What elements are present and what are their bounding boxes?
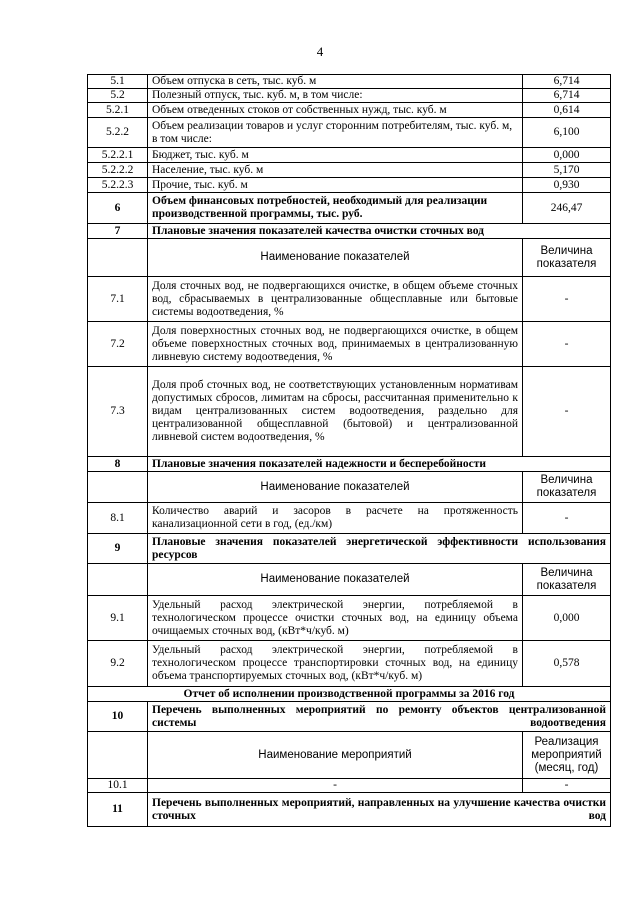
row-label: Полезный отпуск, тыс. куб. м, в том числе: xyxy=(148,89,523,103)
table-row xyxy=(88,779,611,793)
row-label: Доля проб сточных вод, не соответствующих установленным нормативам допустимых сбросов, лимитам на сбросы, рассчитанная применительно к видам централизованных систем водоотведения, раздельно для централизованной общесплавной (бытовой) и централизованной ливневой систем водоотведения, % xyxy=(148,367,523,457)
row-value: 6,714 xyxy=(523,75,611,89)
production-program-table xyxy=(87,74,611,827)
section-8-heading xyxy=(88,457,611,472)
section-11-heading xyxy=(88,793,611,827)
row-number: 5.2 xyxy=(88,89,148,103)
column-header-value: Величина показателя xyxy=(523,564,611,596)
row-value: - xyxy=(523,503,611,534)
row-value: 5,170 xyxy=(523,163,611,178)
row-number: 5.2.2.3 xyxy=(88,178,148,193)
row-number: 5.2.2.2 xyxy=(88,163,148,178)
empty-cell xyxy=(88,564,148,596)
column-header-name: Наименование мероприятий xyxy=(148,732,523,779)
row-label: Прочие, тыс. куб. м xyxy=(148,178,523,193)
row-number: 5.2.2 xyxy=(88,118,148,148)
section-8-column-header xyxy=(88,472,611,503)
section-9-heading xyxy=(88,534,611,564)
row-number: 5.2.1 xyxy=(88,103,148,118)
row-number: 10.1 xyxy=(88,779,148,793)
row-value: - xyxy=(523,277,611,322)
section-title: Плановые значения показателей надежности и бесперебойности xyxy=(148,457,611,472)
row-label: Доля поверхностных сточных вод, не подвергающихся очистке, в общем объеме поверхностных сточных вод, принимаемых в централизованную ливневую систему водоотведения, % xyxy=(148,322,523,367)
column-header-value: Величина показателя xyxy=(523,239,611,277)
row-number: 8.1 xyxy=(88,503,148,534)
row-label: Количество аварий и засоров в расчете на протяженность канализационной сети в год, (ед./км) xyxy=(148,503,523,534)
table-row xyxy=(88,322,611,367)
table-row xyxy=(88,75,611,89)
empty-cell xyxy=(88,732,148,779)
row-value: 6,714 xyxy=(523,89,611,103)
row-value: - xyxy=(523,779,611,793)
empty-cell xyxy=(88,472,148,503)
row-value: 0,000 xyxy=(523,596,611,641)
table-row xyxy=(88,118,611,148)
row-number: 7.3 xyxy=(88,367,148,457)
report-heading-row xyxy=(88,687,611,702)
column-header-value: Величина показателя xyxy=(523,472,611,503)
column-header-value: Реализация мероприятий (месяц, год) xyxy=(523,732,611,779)
table-row xyxy=(88,163,611,178)
row-number: 6 xyxy=(88,193,148,224)
row-number: 5.1 xyxy=(88,75,148,89)
row-label: Доля сточных вод, не подвергающихся очистке, в общем объеме сточных вод, сбрасываемых в централизованные общесплавные или бытовые системы водоотведения, % xyxy=(148,277,523,322)
table-row xyxy=(88,596,611,641)
row-value: 0,578 xyxy=(523,641,611,687)
row-value: 0,000 xyxy=(523,148,611,163)
section-number: 7 xyxy=(88,224,148,239)
section-7-column-header xyxy=(88,239,611,277)
report-title: Отчет об исполнении производственной программы за 2016 год xyxy=(88,687,611,702)
row-label: Население, тыс. куб. м xyxy=(148,163,523,178)
table-row xyxy=(88,277,611,322)
row-number: 9.1 xyxy=(88,596,148,641)
row-label: Объем отведенных стоков от собственных нужд, тыс. куб. м xyxy=(148,103,523,118)
row-number: 5.2.2.1 xyxy=(88,148,148,163)
table-row xyxy=(88,367,611,457)
row-label: Объем реализации товаров и услуг сторонним потребителям, тыс. куб. м, в том числе: xyxy=(148,118,523,148)
row-value: 6,100 xyxy=(523,118,611,148)
section-number: 8 xyxy=(88,457,148,472)
row-value: - xyxy=(523,367,611,457)
section-number: 9 xyxy=(88,534,148,564)
table-row xyxy=(88,503,611,534)
column-header-name: Наименование показателей xyxy=(148,239,523,277)
table-row xyxy=(88,178,611,193)
row-value: 246,47 xyxy=(523,193,611,224)
row-label: Объем отпуска в сеть, тыс. куб. м xyxy=(148,75,523,89)
table-row xyxy=(88,89,611,103)
section-title: Плановые значения показателей качества очистки сточных вод xyxy=(148,224,611,239)
empty-cell xyxy=(88,239,148,277)
section-9-column-header xyxy=(88,564,611,596)
section-title: Перечень выполненных мероприятий, направленных на улучшение качества очистки сточных вод xyxy=(148,793,611,827)
section-number: 10 xyxy=(88,702,148,732)
column-header-name: Наименование показателей xyxy=(148,472,523,503)
section-title: Плановые значения показателей энергетической эффективности использования ресурсов xyxy=(148,534,611,564)
table-row xyxy=(88,103,611,118)
row-number: 7.2 xyxy=(88,322,148,367)
section-title: Перечень выполненных мероприятий по ремонту объектов централизованной системы водоотведения xyxy=(148,702,611,732)
page-number: 4 xyxy=(316,44,324,59)
row-label: Объем финансовых потребностей, необходимый для реализации производственной программы, тыс. руб. xyxy=(148,193,523,224)
section-10-heading xyxy=(88,702,611,732)
row-label: Бюджет, тыс. куб. м xyxy=(148,148,523,163)
section-10-column-header xyxy=(88,732,611,779)
table-row xyxy=(88,193,611,224)
table-row xyxy=(88,641,611,687)
section-7-heading xyxy=(88,224,611,239)
column-header-name: Наименование показателей xyxy=(148,564,523,596)
row-label: Удельный расход электрической энергии, потребляемой в технологическом процессе транспортировки сточных вод, на единицу объема транспортируемых сточных вод, (кВт*ч/куб. м) xyxy=(148,641,523,687)
table-row xyxy=(88,148,611,163)
row-value: 0,930 xyxy=(523,178,611,193)
section-number: 11 xyxy=(88,793,148,827)
row-label: Удельный расход электрической энергии, потребляемой в технологическом процессе очистки сточных вод, на единицу объема очищаемых сточных вод, (кВт*ч/куб. м) xyxy=(148,596,523,641)
row-number: 9.2 xyxy=(88,641,148,687)
row-label: - xyxy=(148,779,523,793)
row-value: 0,614 xyxy=(523,103,611,118)
row-value: - xyxy=(523,322,611,367)
row-number: 7.1 xyxy=(88,277,148,322)
